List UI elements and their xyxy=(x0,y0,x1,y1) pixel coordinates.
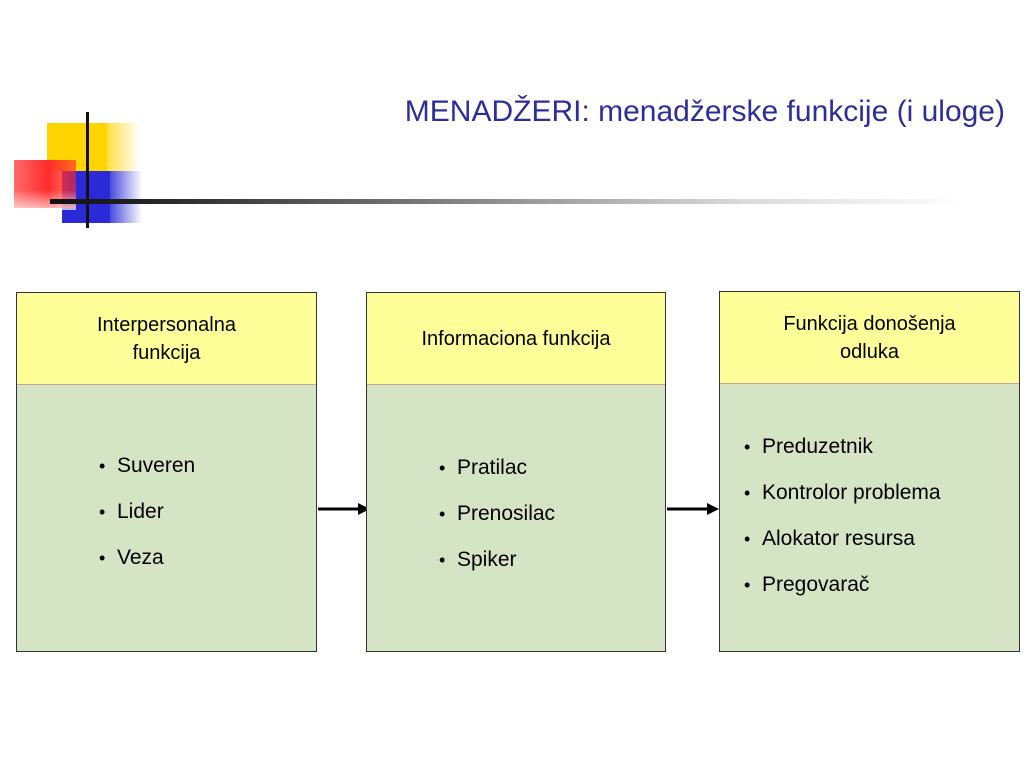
box-informational xyxy=(366,292,666,652)
list-item: • Preduzetnik xyxy=(742,424,1019,470)
box-header-label: Interpersonalna funkcija xyxy=(97,313,236,364)
title-underline xyxy=(50,199,970,204)
box-body xyxy=(437,445,665,583)
arrow-2 xyxy=(667,499,721,519)
box-header-label: Informaciona funkcija xyxy=(421,327,611,350)
list-item: • Pregovarač xyxy=(742,562,1019,608)
bullet-list xyxy=(742,424,1019,608)
box-body xyxy=(97,443,316,581)
bullet-list xyxy=(437,445,665,583)
box-body xyxy=(742,424,1019,608)
slide-title: MENADŽERI: menadžerske funkcije (i uloge) xyxy=(404,95,1005,128)
box-interpersonal xyxy=(16,292,317,652)
box-header xyxy=(367,293,665,385)
list-item: • Spiker xyxy=(437,537,665,583)
list-item: • Veza xyxy=(97,535,316,581)
box-header-label: Funkcija donošenja odluka xyxy=(783,312,956,363)
list-item: • Alokator resursa xyxy=(742,516,1019,562)
logo-yellow-fade xyxy=(100,123,140,171)
box-header xyxy=(720,292,1019,384)
list-item: • Lider xyxy=(97,489,316,535)
box-header xyxy=(17,293,316,385)
box-decision xyxy=(719,291,1020,652)
list-item: • Kontrolor problema xyxy=(742,470,1019,516)
arrow-1 xyxy=(318,499,372,519)
logo-blue-fade xyxy=(108,171,142,223)
list-item: • Prenosilac xyxy=(437,491,665,537)
list-item: • Pratilac xyxy=(437,445,665,491)
logo-vertical-line xyxy=(86,112,89,228)
list-item: • Suveren xyxy=(97,443,316,489)
bullet-list xyxy=(97,443,316,581)
